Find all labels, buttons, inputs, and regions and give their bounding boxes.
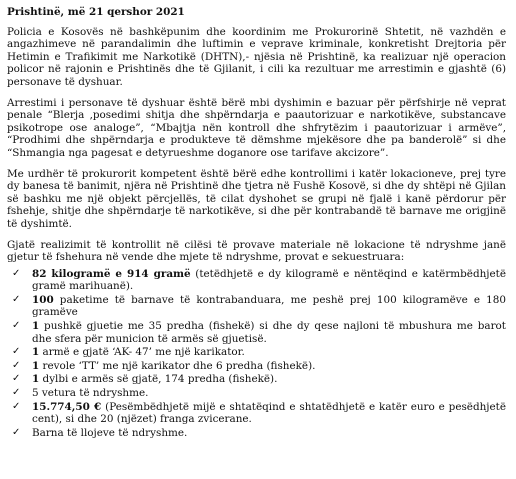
evidence-item-description: (tetëdhjetë e dy kilogramë e nëntëqind e katërmbëdhjetë gramë marihuanë).	[32, 267, 506, 293]
evidence-item	[12, 360, 506, 373]
evidence-item-description: (Pesëmbëdhjetë mijë e shtatëqind e shtatëdhjetë e katër euro e pesëdhjetë cent), si dhe 20 (njëzet) franga zvicerane.	[32, 400, 506, 426]
paragraph-intro: Policia e Kosovës në bashkëpunim dhe koordinim me Prokurorinë Shtetit, në vazhdën e angazhimeve në parandalimin dhe luftimin e veprave kriminale, konkretisht Drejtoria për Hetimin e Trafikimit me Narkotikë (DHTN),- njësia në Prishtinë, ka realizuar një operacion policor në rajonin e Prishtinës dhe të Gjilanit, i cili ka rezultuar me arrestimin e gjashtë (6) personave të dyshuar.	[7, 25, 506, 88]
evidence-item	[12, 346, 506, 359]
checkmark-icon: ✓	[12, 267, 21, 279]
evidence-item-description: paketime të barnave të kontrabanduara, me peshë prej 100 kilogramëve e 180 gramëve	[32, 293, 506, 319]
evidence-item-text	[32, 294, 506, 319]
checkmark-icon: ✓	[12, 400, 21, 412]
checkmark-icon: ✓	[12, 359, 21, 371]
evidence-list	[7, 268, 506, 440]
evidence-item-quantity: 1	[32, 346, 40, 359]
evidence-item	[12, 268, 506, 293]
evidence-item-description: armë e gjatë ‘AK- 47’ me një karikator.	[39, 346, 245, 359]
paragraph-charges: Arrestimi i personave të dyshuar është bërë mbi dyshimin e bazuar për përfshirje në veprat penale “Blerja ,posedimi shitja dhe shpërndarja e paautorizuar e narkotikëve, substancave psikotrope ose analoge”, “Mbajtja nën kontroll dhe shfrytëzim i paautorizuar i armëve”, “Prodhimi dhe shpërndarja e produkteve të dëmshme mjekësore dhe pa banderolë” si dhe “Shmangia nga pagesat e detyrueshme doganore ose tarifave akcizore”.	[7, 96, 506, 159]
evidence-item-quantity: 1	[32, 359, 40, 372]
evidence-item-text	[32, 401, 506, 426]
checkmark-icon: ✓	[12, 387, 21, 399]
checkmark-icon: ✓	[12, 426, 21, 438]
checkmark-icon: ✓	[12, 346, 21, 358]
evidence-item-text	[32, 320, 506, 345]
evidence-item	[12, 294, 506, 319]
evidence-item	[12, 427, 506, 440]
evidence-item-text	[32, 387, 506, 400]
evidence-item	[12, 401, 506, 426]
evidence-item	[12, 320, 506, 345]
evidence-item-quantity: 100	[32, 293, 54, 306]
evidence-item-text	[32, 373, 506, 386]
evidence-item-text	[32, 427, 506, 440]
evidence-item	[12, 373, 506, 386]
evidence-item-description: 5 vetura të ndryshme.	[32, 387, 149, 400]
evidence-item-description: pushkë gjuetie me 35 predha (fishekë) si dhe dy qese najloni të mbushura me barot dhe sfera për municion të armës së gjuetisë.	[32, 320, 506, 345]
evidence-item-quantity: 1	[32, 373, 40, 386]
checkmark-icon: ✓	[12, 293, 21, 305]
evidence-item-quantity: 15.774,50 €	[32, 400, 102, 413]
evidence-item-text	[32, 346, 506, 359]
evidence-item-text	[32, 360, 506, 373]
evidence-item-quantity: 1	[32, 320, 40, 333]
evidence-item	[12, 387, 506, 400]
evidence-item-description: revole ‘TT’ me një karikator dhe 6 predha (fishekë).	[39, 359, 316, 372]
checkmark-icon: ✓	[12, 320, 21, 332]
evidence-item-quantity: 82 kilogramë e 914 gramë	[32, 267, 191, 280]
evidence-item-description: Barna të llojeve të ndryshme.	[32, 426, 188, 439]
checkmark-icon: ✓	[12, 373, 21, 385]
evidence-intro: Gjatë realizimit të kontrollit në cilësi të provave materiale në lokacione të ndryshme janë gjetur të fshehura në vende dhe mjete të ndryshme, provat e sekuestruara:	[7, 238, 506, 264]
evidence-item-text	[32, 268, 506, 293]
document-date: Prishtinë, më 21 qershor 2021	[7, 6, 185, 18]
evidence-item-description: dylbi e armës së gjatë, 174 predha (fishekë).	[39, 373, 278, 386]
paragraph-searches: Me urdhër të prokurorit kompetent është bërë edhe kontrollimi i katër lokacioneve, prej tyre dy banesa të banimit, njëra në Prishtinë dhe tjetra në Fushë Kosovë, si dhe dy shtëpi në Gjilan së bashku me një objekt përcjellës, të cilat dyshohet se grupi në fjalë i kanë përdorur për fshehje, shitje dhe shpërndarje të narkotikëve, si dhe për kontrabandë të barnave me origjinë të dyshimtë.	[7, 167, 506, 230]
